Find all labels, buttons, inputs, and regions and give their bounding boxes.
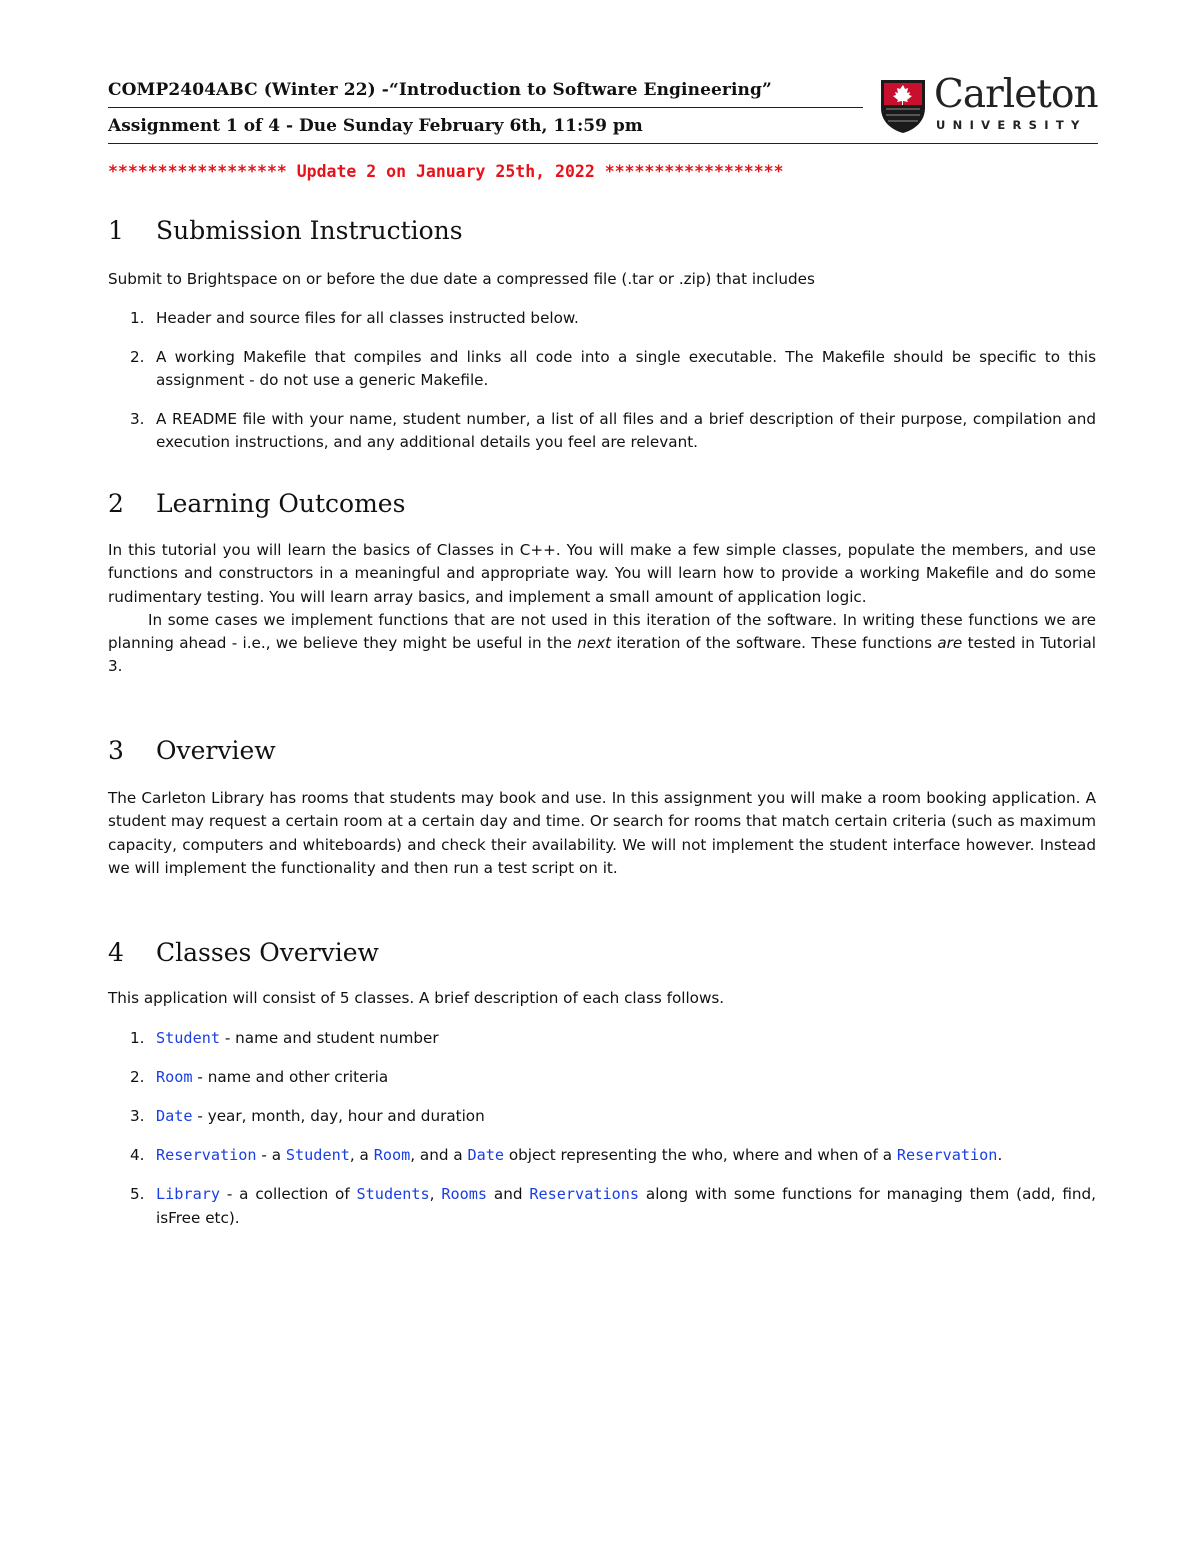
assignment-due-line: Assignment 1 of 4 - Due Sunday February 6th, 11:59 pm: [108, 116, 643, 136]
list-item: 1. Student - name and student number: [130, 1029, 439, 1047]
list-item: 2. A working Makefile that compiles and links all code into a single executable. The Makefile should be specific to this assignment - do not use a generic Makefile.: [130, 347, 1096, 389]
course-title: COMP2404ABC (Winter 22) -“Introduction to Software Engineering”: [108, 80, 772, 100]
paragraph: In this tutorial you will learn the basics of Classes in C++. You will make a few simple classes, populate the members, and use functions and constructors in a meaningful and appropriate way. You will learn how to provide a working Makefile and do some rudimentary testing. You will learn array basics, and implement a small amount of application logic.: [108, 541, 1096, 606]
carleton-logo: [878, 74, 1098, 138]
classes-list: [108, 1027, 1096, 1230]
section-1-intro: Submit to Brightspace on or before the due date a compressed file (.tar or .zip) that includes: [108, 270, 815, 288]
section-2-body: [108, 539, 1096, 679]
list-item: 1. Header and source files for all classes instructed below.: [130, 309, 579, 327]
section-number: 3: [108, 736, 124, 765]
section-4-heading: [108, 938, 379, 967]
class-name: Student: [156, 1029, 221, 1047]
section-number: 4: [108, 938, 124, 967]
document-header: [108, 74, 1098, 146]
header-divider: [108, 107, 863, 108]
header-divider-full: [108, 143, 1098, 144]
logo-wordmark: Carleton: [934, 72, 1098, 117]
submission-list: [108, 307, 1096, 455]
section-title: Learning Outcomes: [156, 489, 406, 518]
section-1-heading: [108, 216, 463, 245]
section-3-body: The Carleton Library has rooms that students may book and use. In this assignment you will make a room booking application. A student may request a certain room at a certain day and time. Or search for rooms that match certain criteria (such as maximum capacity, computers and whiteboards) and check their availability. We will not implement the student interface however. Instead we will implement the functionality and then run a test script on it.: [108, 789, 1096, 877]
section-title: Classes Overview: [156, 938, 379, 967]
class-name: Reservation: [156, 1146, 257, 1164]
list-item: 4. Reservation - a Student, a Room, and a Date object representing the who, where and when of a Reservation.: [130, 1146, 1003, 1164]
class-name: Date: [156, 1107, 193, 1125]
list-item: 3. Date - year, month, day, hour and duration: [130, 1107, 485, 1125]
list-item: 2. Room - name and other criteria: [130, 1068, 389, 1086]
section-4-intro: This application will consist of 5 classes. A brief description of each class follows.: [108, 989, 725, 1007]
paragraph: In some cases we implement functions that are not used in this iteration of the software. In writing these functions we are planning ahead - i.e., we believe they might be useful in the next iteration of the software. These functions are tested in Tutorial 3.: [108, 610, 1097, 676]
section-number: 1: [108, 216, 124, 245]
section-title: Submission Instructions: [156, 216, 463, 245]
carleton-shield-icon: [878, 78, 928, 134]
section-3-heading: [108, 736, 276, 765]
class-name: Room: [156, 1068, 193, 1086]
class-name: Library: [156, 1185, 221, 1203]
logo-subtitle: UNIVERSITY: [936, 118, 1087, 132]
section-2-heading: [108, 489, 405, 518]
section-title: Overview: [156, 736, 276, 765]
section-number: 2: [108, 489, 124, 518]
list-item: 3. A README file with your name, student number, a list of all files and a brief description of their purpose, compilation and execution instructions, and any additional details you feel are relevant.: [130, 409, 1096, 451]
update-notice: ****************** Update 2 on January 25th, 2022 ******************: [108, 162, 784, 181]
list-item: 5. Library - a collection of Students, Rooms and Reservations along with some functions for managing them (add, find, isFree etc).: [130, 1185, 1096, 1227]
